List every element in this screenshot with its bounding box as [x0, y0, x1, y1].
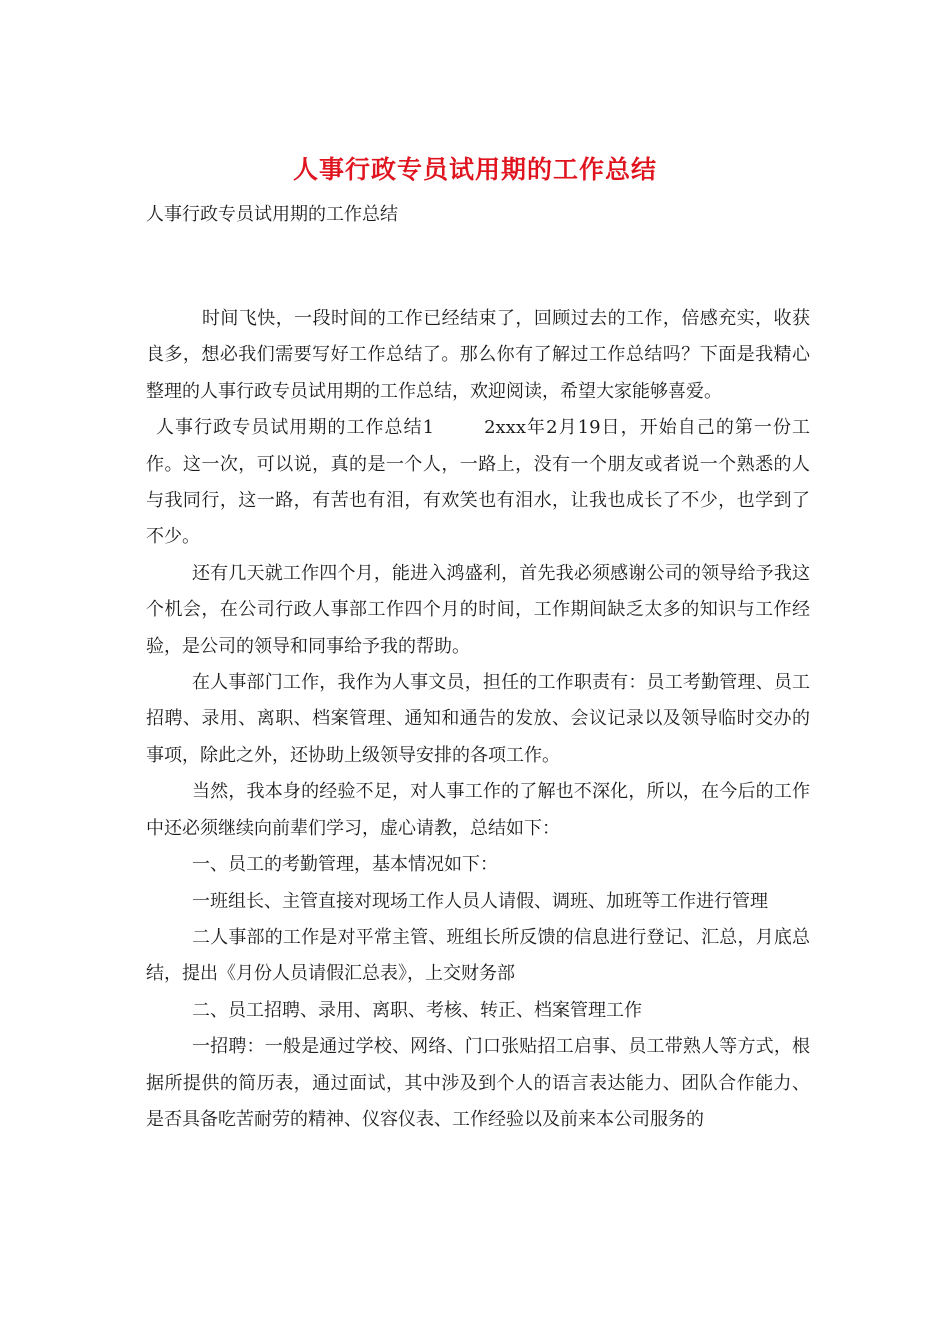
paragraph-recruitment-1: 一招聘：一般是通过学校、网络、门口张贴招工启事、员工带熟人等方式，根据所提供的简历表，通过面试，其中涉及到个人的语言表达能力、团队合作能力、是否具备吃苦耐劳的精神、仪容仪表、工作经验以及前来本公司服务的: [146, 1036, 810, 1130]
paragraph-attendance-2: 二人事部的工作是对平常主管、班组长所反馈的信息进行登记、汇总，月底总结，提出《月份人员请假汇总表》，上交财务部: [146, 926, 810, 985]
paragraph-section-1: [146, 410, 810, 556]
section-1-text: 2xxx年2月19日，开始自己的第一份工作。这一次，可以说，真的是一个人，一路上，没有一个朋友或者说一个熟悉的人与我同行，这一路，有苦也有泪，有欢笑也有泪水，让我也成长了不少，也学到了不少。: [146, 417, 811, 548]
section-1-heading: 人事行政专员试用期的工作总结1: [156, 417, 435, 439]
document-body: [146, 301, 810, 1138]
paragraph-intro: 时间飞快，一段时间的工作已经结束了，回顾过去的工作，倍感充实，收获良多，想必我们需要写好工作总结了。那么你有了解过工作总结吗？下面是我精心整理的人事行政专员试用期的工作总结，欢迎阅读，希望大家能够喜爱。: [146, 308, 810, 402]
document-title: 人事行政专员试用期的工作总结: [292, 155, 657, 184]
paragraph-duties: 在人事部门工作，我作为人事文员，担任的工作职责有：员工考勤管理、员工招聘、录用、离职、档案管理、通知和通告的发放、会议记录以及领导临时交办的事项，除此之外，还协助上级领导安排的各项工作。: [146, 672, 810, 766]
paragraph-recruitment-heading: 二、员工招聘、录用、离职、考核、转正、档案管理工作: [192, 999, 642, 1021]
paragraph-attendance-1: 一班组长、主管直接对现场工作人员人请假、调班、加班等工作进行管理: [192, 890, 768, 912]
paragraph-joining: 还有几天就工作四个月，能进入鸿盛利，首先我必须感谢公司的领导给予我这个机会，在公司行政人事部工作四个月的时间，工作期间缺乏太多的知识与工作经验，是公司的领导和同事给予我的帮助。: [146, 562, 810, 657]
document-subtitle: 人事行政专员试用期的工作总结: [146, 204, 398, 225]
paragraph-summary-intro: 当然，我本身的经验不足，对人事工作的了解也不深化，所以，在今后的工作中还必须继续向前辈们学习，虚心请教，总结如下：: [146, 781, 810, 839]
paragraph-attendance-heading: 一、员工的考勤管理，基本情况如下：: [192, 854, 498, 876]
